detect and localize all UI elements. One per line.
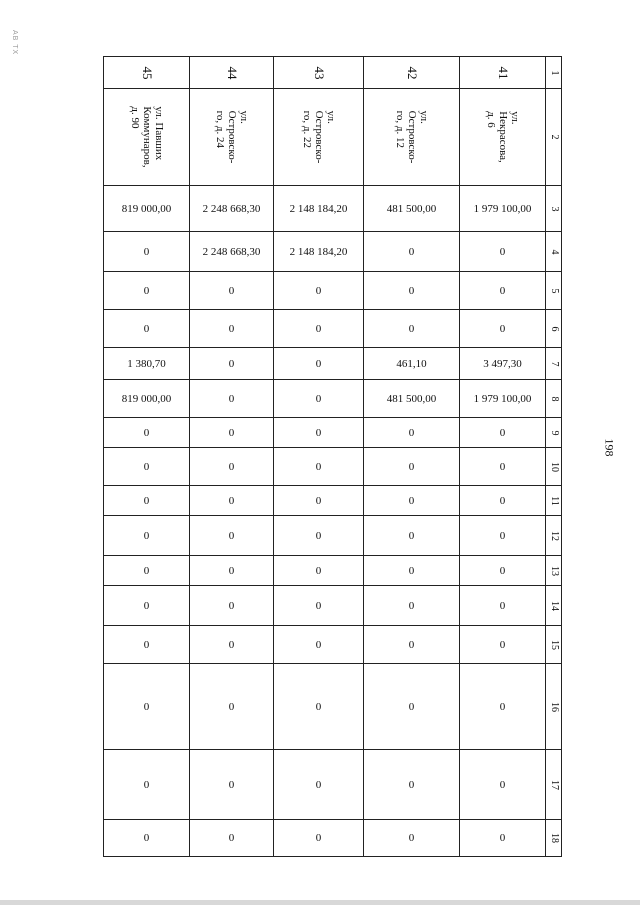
address-text: ул. Некрасова, д. 6 <box>484 111 521 163</box>
column-index: 13 <box>548 565 560 576</box>
column-index-cell <box>546 486 562 516</box>
column-index-cell <box>546 57 562 89</box>
column-index: 12 <box>548 530 560 541</box>
column-index-cell <box>546 418 562 448</box>
value-cell: 0 <box>104 626 190 664</box>
column-index: 16 <box>548 701 560 712</box>
value-cell: 0 <box>104 820 190 857</box>
value-cell: 0 <box>190 626 274 664</box>
value-cell: 0 <box>104 310 190 348</box>
table-row <box>104 348 562 380</box>
value-cell: 0 <box>274 664 364 750</box>
column-index-cell <box>546 586 562 626</box>
value-cell: 0 <box>274 448 364 486</box>
value-cell: 0 <box>364 586 460 626</box>
value-cell: 0 <box>190 664 274 750</box>
value-cell: 1 979 100,00 <box>460 380 546 418</box>
value-cell: 0 <box>104 232 190 272</box>
value-cell: 0 <box>274 348 364 380</box>
value-cell: 0 <box>460 820 546 857</box>
value-cell: 0 <box>364 418 460 448</box>
table-row <box>104 516 562 556</box>
record-number-cell <box>104 57 190 89</box>
value-cell: 0 <box>364 664 460 750</box>
value-cell: 0 <box>190 272 274 310</box>
column-index: 4 <box>548 249 560 254</box>
table-row <box>104 310 562 348</box>
table-row <box>104 556 562 586</box>
page-number: 198 <box>602 438 617 457</box>
value-cell: 0 <box>190 448 274 486</box>
column-index: 9 <box>548 430 560 435</box>
value-cell: 0 <box>364 232 460 272</box>
column-index-cell <box>546 750 562 820</box>
value-cell: 0 <box>460 626 546 664</box>
value-cell: 481 500,00 <box>364 186 460 232</box>
table-row <box>104 186 562 232</box>
value-cell: 0 <box>190 418 274 448</box>
record-number-cell <box>274 57 364 89</box>
address-cell <box>460 89 546 186</box>
value-cell: 0 <box>460 272 546 310</box>
value-cell: 0 <box>364 310 460 348</box>
record-number: 42 <box>404 66 420 79</box>
value-cell: 819 000,00 <box>104 380 190 418</box>
value-cell: 0 <box>364 750 460 820</box>
value-cell: 0 <box>274 556 364 586</box>
value-cell: 0 <box>274 272 364 310</box>
value-cell: 0 <box>460 448 546 486</box>
value-cell: 819 000,00 <box>104 186 190 232</box>
record-number: 43 <box>311 66 327 79</box>
column-index-cell <box>546 348 562 380</box>
value-cell: 3 497,30 <box>460 348 546 380</box>
value-cell: 0 <box>274 516 364 556</box>
table-row <box>104 820 562 857</box>
address-text: ул. Островско- го, д. 22 <box>300 110 337 164</box>
value-cell: 481 500,00 <box>364 380 460 418</box>
column-index: 14 <box>548 600 560 611</box>
value-cell: 0 <box>104 272 190 310</box>
value-cell: 2 148 184,20 <box>274 232 364 272</box>
value-cell: 0 <box>460 486 546 516</box>
table-row <box>104 380 562 418</box>
column-index-cell <box>546 626 562 664</box>
column-index-cell <box>546 380 562 418</box>
column-index-cell <box>546 556 562 586</box>
column-index-cell <box>546 448 562 486</box>
column-index-cell <box>546 310 562 348</box>
value-cell: 0 <box>364 272 460 310</box>
value-cell: 0 <box>190 586 274 626</box>
value-cell: 0 <box>104 664 190 750</box>
table-row <box>104 89 562 186</box>
value-cell: 0 <box>364 626 460 664</box>
value-cell: 0 <box>274 310 364 348</box>
table-row <box>104 626 562 664</box>
value-cell: 0 <box>460 516 546 556</box>
value-cell: 0 <box>364 486 460 516</box>
address-cell <box>274 89 364 186</box>
value-cell: 0 <box>274 586 364 626</box>
column-index-cell <box>546 186 562 232</box>
value-cell: 2 148 184,20 <box>274 186 364 232</box>
value-cell: 2 248 668,30 <box>190 186 274 232</box>
address-text: ул. Павших Коммунаров, д. 90 <box>128 106 165 168</box>
table-row <box>104 750 562 820</box>
value-cell: 0 <box>274 626 364 664</box>
column-index: 7 <box>548 361 560 366</box>
table-row <box>104 586 562 626</box>
record-number: 41 <box>495 66 511 79</box>
value-cell: 0 <box>190 556 274 586</box>
column-index-cell <box>546 664 562 750</box>
value-cell: 0 <box>460 586 546 626</box>
value-cell: 0 <box>274 380 364 418</box>
column-index-cell <box>546 232 562 272</box>
value-cell: 0 <box>460 232 546 272</box>
table-row <box>104 486 562 516</box>
table-row <box>104 272 562 310</box>
table-row <box>104 418 562 448</box>
value-cell: 0 <box>364 516 460 556</box>
page-bottom-band <box>0 900 640 905</box>
table-row <box>104 448 562 486</box>
column-index-cell <box>546 820 562 857</box>
column-index-cell <box>546 89 562 186</box>
value-cell: 0 <box>460 418 546 448</box>
record-number-cell <box>190 57 274 89</box>
record-number: 44 <box>224 66 240 79</box>
value-cell: 0 <box>460 750 546 820</box>
value-cell: 1 979 100,00 <box>460 186 546 232</box>
column-index: 6 <box>548 326 560 331</box>
value-cell: 0 <box>190 348 274 380</box>
value-cell: 0 <box>274 486 364 516</box>
address-cell <box>190 89 274 186</box>
column-index: 8 <box>548 396 560 401</box>
value-cell: 0 <box>104 448 190 486</box>
table-row <box>104 57 562 89</box>
column-index: 5 <box>548 288 560 293</box>
address-text: ул. Островско- го, д. 24 <box>213 110 250 164</box>
value-cell: 0 <box>364 556 460 586</box>
value-cell: 0 <box>274 418 364 448</box>
value-cell: 0 <box>274 820 364 857</box>
value-cell: 2 248 668,30 <box>190 232 274 272</box>
value-cell: 0 <box>460 310 546 348</box>
column-index: 15 <box>548 639 560 650</box>
column-index: 18 <box>548 833 560 843</box>
address-cell <box>364 89 460 186</box>
column-index: 3 <box>548 206 560 211</box>
column-index: 2 <box>548 134 560 140</box>
column-index: 11 <box>548 495 560 506</box>
record-number-cell <box>364 57 460 89</box>
column-index-cell <box>546 272 562 310</box>
value-cell: 0 <box>190 750 274 820</box>
value-cell: 0 <box>364 448 460 486</box>
value-cell: 0 <box>104 516 190 556</box>
record-number: 45 <box>139 66 155 79</box>
value-cell: 0 <box>104 556 190 586</box>
value-cell: 0 <box>190 486 274 516</box>
value-cell: 0 <box>274 750 364 820</box>
table-row <box>104 664 562 750</box>
address-text: ул. Островско- го, д. 12 <box>393 110 430 164</box>
value-cell: 0 <box>104 750 190 820</box>
column-index: 17 <box>548 779 560 790</box>
value-cell: 0 <box>460 556 546 586</box>
address-cell <box>104 89 190 186</box>
value-cell: 0 <box>190 516 274 556</box>
table-row <box>104 232 562 272</box>
value-cell: 1 380,70 <box>104 348 190 380</box>
value-cell: 0 <box>190 380 274 418</box>
column-index-cell <box>546 516 562 556</box>
value-cell: 0 <box>364 820 460 857</box>
value-cell: 0 <box>190 820 274 857</box>
value-cell: 0 <box>460 664 546 750</box>
column-index: 1 <box>548 70 560 75</box>
value-cell: 0 <box>104 418 190 448</box>
value-cell: 461,10 <box>364 348 460 380</box>
column-index: 10 <box>548 461 560 472</box>
corner-stamp: АВ ТХ <box>11 30 18 56</box>
value-cell: 0 <box>190 310 274 348</box>
value-cell: 0 <box>104 586 190 626</box>
record-number-cell <box>460 57 546 89</box>
value-cell: 0 <box>104 486 190 516</box>
data-table <box>103 56 562 857</box>
